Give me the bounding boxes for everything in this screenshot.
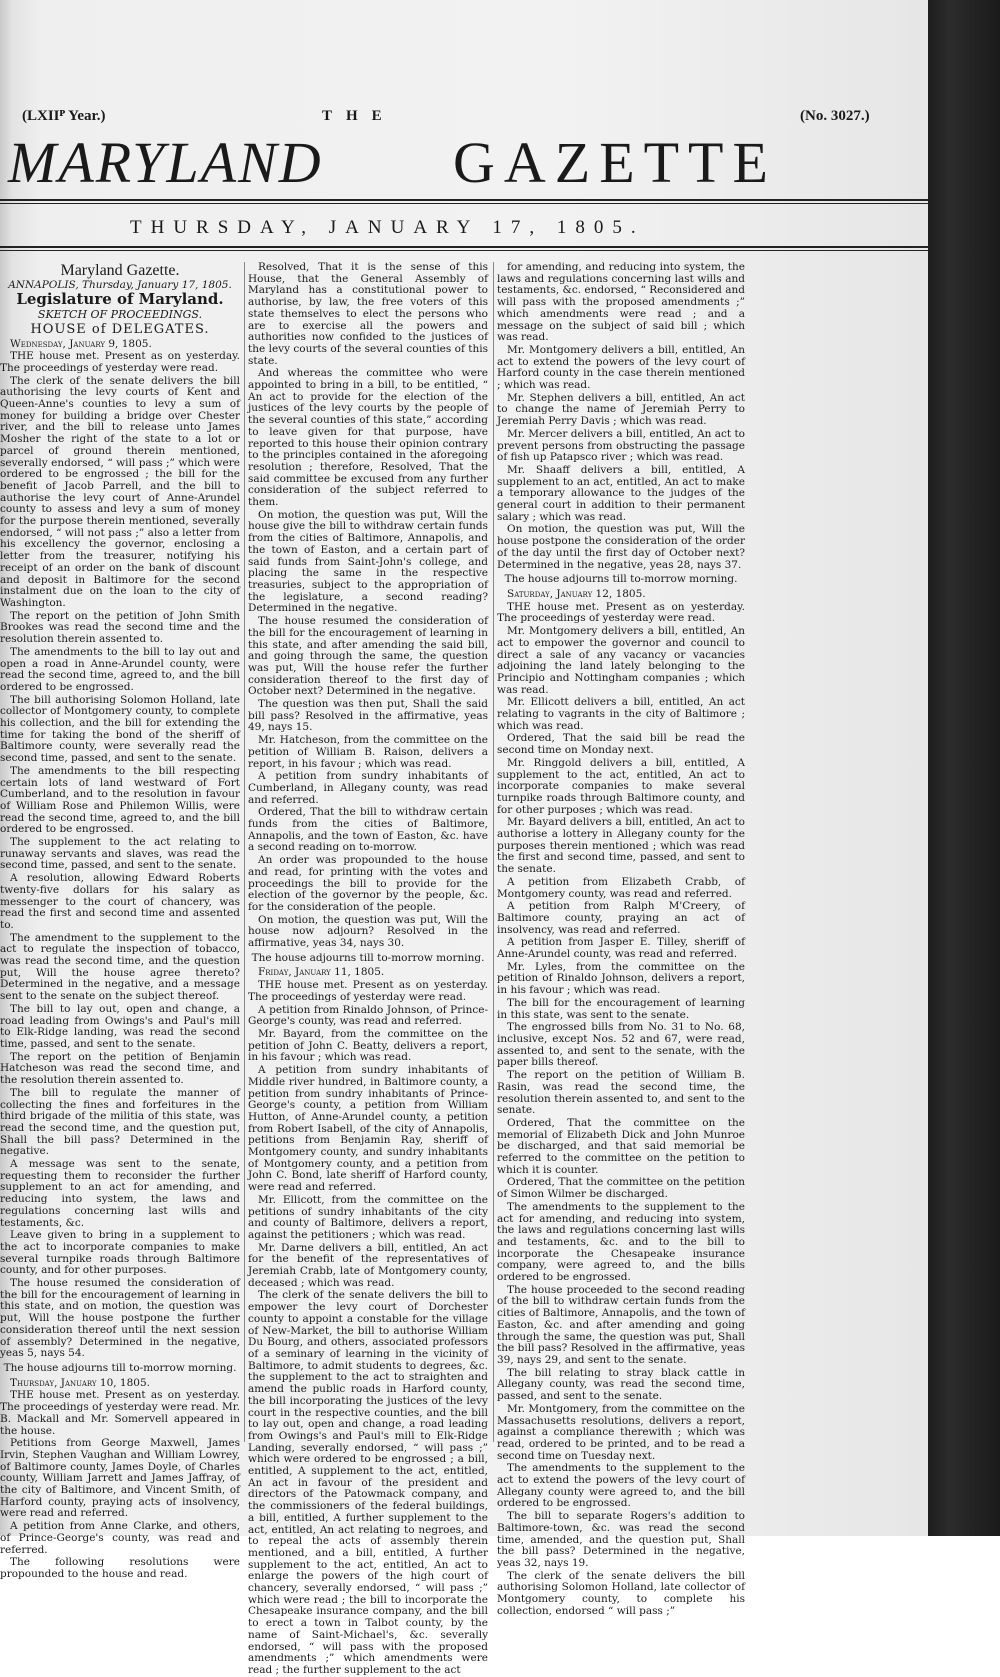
adjourn-line: The house adjourns till to-morrow morning. <box>251 951 485 964</box>
dateline: THURSDAY, JANUARY 17, 1805. <box>130 217 645 238</box>
masthead-title-right: GAZETTE <box>453 130 777 195</box>
paragraph: The report on the petition of Benjamin Hatcheson was read the second time, and the resolution therein assented to. <box>0 1050 240 1087</box>
paragraph: Ordered, That the committee on the memorial of Elizabeth Dick and John Munroe be discharged, and that said memorial be referred to the committee on the petition to which it is counter. <box>497 1116 745 1176</box>
paragraph: The bill for the encouragement of learning in this state, was sent to the senate. <box>497 996 745 1021</box>
paragraph: A petition from Anne Clarke, and others, of Prince-George's county, was read and referred. <box>0 1520 240 1556</box>
paragraph: A resolution, allowing Edward Roberts twenty-five dollars for his salary as messenger to the court of chancery, was read the first and second time and assented to. <box>0 872 240 931</box>
paragraph: The bill to regulate the manner of collecting the fines and forfeitures in the third brigade of the militia of this state, was read the second time, and the question put, Shall the bill pass? Determined in the negative. <box>0 1086 240 1158</box>
paragraph: THE house met. Present as on yesterday. The proceedings of yesterday were read. <box>248 979 488 1003</box>
paper-name: Maryland Gazette. <box>60 262 180 279</box>
day-heading: Thursday, January 10, 1805. <box>10 1376 150 1389</box>
paragraph: On motion, the question was put, Will the house give the bill to withdraw certain funds from the cities of Baltimore, Annapolis, and the town of Easton, and a certain part of said funds from Saint-John's college, and placing the same in the respective treasuries, subject to the appropriation of the legislature, a second reading? Determined in the negative. <box>248 508 488 615</box>
paragraph: Mr. Shaaff delivers a bill, entitled, A supplement to an act, entitled, An act to make a temporary allowance to the judges of the general court in addition to their permanent salary ; which was read. <box>497 463 745 523</box>
paragraph: THE house met. Present as on yesterday. The proceedings of yesterday were read. <box>0 350 240 374</box>
issue-number: (No. 3027.) <box>800 108 870 124</box>
paragraph: The clerk of the senate delivers the bill authorising the levy courts of Kent and Queen-Anne's counties to levy a sum of money for building a bridge over Chester river, and the bill to release unto James Mosher the right of the state to a lot or parcel of ground therein mentioned, severally endorsed, “ will pass ;” which were ordered to be engrossed ; the bill for the benefit of Jacob Parrell, and the bill to authorise the levy court of Anne-Arundel county to assess and levy a sum of money for the purpose therein mentioned, severally endorsed, “ will not pass ;” also a letter from his excellency the governor, enclosing a letter from the treasurer, notifying his receipt of an order on the bank of discount and deposit in Baltimore for the second instalment due on the loan to the city of Washington. <box>0 374 240 609</box>
year-label: (LXIIᴾ Year.) <box>22 108 106 124</box>
paragraph: Mr. Mercer delivers a bill, entitled, An act to prevent persons from obstructing the passage of fish up Patapsco river ; which was read. <box>497 427 746 464</box>
paragraph: The house proceeded to the second reading of the bill to withdraw certain funds from the cities of Baltimore, Annapolis, and the town of Easton, &c. and after amending and going through the same, the question was put, Shall the bill pass? Resolved in the affirmative, yeas 39, nays 29, and sent to the senate. <box>497 1283 745 1366</box>
paragraph: Resolved, That it is the sense of this House, that the General Assembly of Maryland has a constitutional power to authorise, by law, the free voters of this state themselves to elect the persons who are to exercise all the powers and authorities now confided to the justices of the levy courts of the several counties of this state. <box>248 261 488 367</box>
adjourn-line: The house adjourns till to-morrow morning. <box>3 1361 237 1374</box>
paragraph: Ordered, That the said bill be read the second time on Monday next. <box>497 732 745 757</box>
paragraph: Mr. Ellicott, from the committee on the petitions of sundry inhabitants of the city and county of Baltimore, delivers a report, against the petitioners ; which was read. <box>248 1193 488 1241</box>
column-3 <box>497 261 746 1617</box>
column-1 <box>0 262 240 1580</box>
day-heading: Wednesday, January 9, 1805. <box>10 337 152 350</box>
paragraph: Ordered, That the bill to withdraw certain funds from the cities of Baltimore, Annapolis, and the town of Easton, &c. have a second reading on to-morrow. <box>248 806 488 854</box>
the-label: THE <box>322 108 396 124</box>
paragraph: The bill to lay out, open and change, a road leading from Owings's and Paul's mill to Elk-Ridge landing, was read the second time, passed, and sent to the senate. <box>0 1002 240 1050</box>
masthead <box>8 132 928 194</box>
paragraph: Petitions from George Maxwell, James Irvin, Stephen Vaughan and William Lowrey, of Baltimore county, James Doyle, of Charles county, William Jarrett and James Jaffray, of the city of Baltimore, and Vincent Smith, of Harford county, praying acts of insolvency, were read and referred. <box>0 1437 240 1520</box>
paragraph: A petition from Rinaldo Johnson, of Prince-George's county, was read and referred. <box>248 1003 488 1028</box>
paragraph: On motion, the question was put, Will the house now adjourn? Resolved in the affirmative, yeas 34, nays 30. <box>248 913 488 950</box>
column-2 <box>248 261 488 1676</box>
paragraph: The amendment to the supplement to the act to regulate the inspection of tobacco, was read the second time, and the question put, Will the house agree thereto? Determined in the negative, and a message sent to the senate on the subject thereof. <box>0 931 240 1003</box>
paragraph: Mr. Lyles, from the committee on the petition of Rinaldo Johnson, delivers a report, in his favour ; which was read. <box>497 960 745 997</box>
book-spine <box>928 0 1000 1536</box>
paragraph: The amendments to the supplement to the act to extend the powers of the levy court of Allegany county were agreed to, and the bill ordered to be engrossed. <box>497 1462 745 1510</box>
dateline-rule <box>0 246 928 248</box>
paragraph: Mr. Ringgold delivers a bill, entitled, A supplement to the act, entitled, An act to incorporate companies to make several turnpike roads through Baltimore county, and for other purposes ; which was read. <box>497 756 745 816</box>
paragraph: Mr. Hatcheson, from the committee on the petition of William B. Raison, delivers a report, in his favour ; which was read. <box>248 734 488 770</box>
masthead-title-left: MARYLAND <box>8 130 323 195</box>
paragraph: The amendments to the bill respecting certain lots of land westward of Fort Cumberland, and to the resolution in favour of William Rose and Philemon Willis, were read the second time, agreed to, and the bill ordered to be engrossed. <box>0 764 240 836</box>
masthead-rule <box>0 199 928 201</box>
dateline-rule-thin <box>0 250 928 251</box>
paragraph: The bill to separate Rogers's addition to Baltimore-town, &c. was read the second time, amended, and the question put, Shall the bill pass? Determined in the negative, yeas 32, nays 19. <box>497 1510 745 1569</box>
paragraph: An order was propounded to the house and read, for printing with the votes and proceedings the bill to provide for the election of the governor by the people, &c. for the consideration of the people. <box>248 854 488 913</box>
column-divider <box>244 262 245 1442</box>
day-heading: Saturday, January 12, 1805. <box>507 587 646 600</box>
adjourn-line: The house adjourns till to-morrow morning. <box>504 573 738 586</box>
paragraph: Mr. Bayard delivers a bill, entitled, An act to authorise a lottery in Allegany county for the purposes therein mentioned ; which was read the first and second time, passed, and sent to the senate. <box>497 816 745 876</box>
paragraph: Mr. Ellicott delivers a bill, entitled, An act relating to vagrants in the city of Baltimore ; which was read. <box>497 696 745 732</box>
paragraph: A petition from sundry inhabitants of Cumberland, in Allegany county, was read and referred. <box>248 770 488 806</box>
paragraph: Mr. Montgomery delivers a bill, entitled, An act to extend the powers of the levy court of Harford county in the case therein mentioned ; which was read. <box>497 343 745 392</box>
paragraph: The engrossed bills from No. 31 to No. 68, inclusive, except Nos. 52 and 67, were read, assented to, and sent to the senate, with the paper bills thereof. <box>497 1021 745 1069</box>
paragraph: The amendments to the supplement to the act for amending, and reducing into system, the laws and regulations concerning last wills and testaments, &c. and to the bill to incorporate the Chesapeake insurance company, were agreed to, and the bills ordered to be engrossed. <box>497 1200 745 1284</box>
place-date: ANNAPOLIS, Thursday, January 17, 1805. <box>8 278 232 291</box>
paragraph: The bill authorising Solomon Holland, late collector of Montgomery county, to complete his collection, and the bill for extending the time for taking the bond of the sheriff of Baltimore county, were severally read the second time, passed, and sent to the senate. <box>0 693 240 765</box>
paragraph: A message was sent to the senate, requesting them to reconsider the further supplement to an act for amending, and reducing into system, the laws and regulations concerning last wills and testaments, &c. <box>0 1158 240 1229</box>
paragraph: A petition from Jasper E. Tilley, sheriff of Anne-Arundel county, was read and referred. <box>497 936 745 961</box>
paragraph: The question was then put, Shall the said bill pass? Resolved in the affirmative, yeas 49, nays 15. <box>248 698 488 734</box>
paragraph: And whereas the committee who were appointed to bring in a bill, to be entitled, “ An act to provide for the election of the justices of the levy courts by the people of the several counties of this state,” according to leave given for that purpose, have reported to this house their opinion contrary to the principles contained in the aforegoing resolution ; therefore, Resolved, That the said committee be excused from any further consideration of the subject referred to them. <box>248 367 488 509</box>
paragraph: The supplement to the act relating to runaway servants and slaves, was read the second time, passed, and sent to the senate. <box>0 836 240 872</box>
paragraph: THE house met. Present as on yesterday. The proceedings of yesterday were read. <box>497 600 745 625</box>
day-heading: Friday, January 11, 1805. <box>258 966 385 979</box>
paragraph: The clerk of the senate delivers the bill to empower the levy court of Dorchester county to appoint a constable for the village of New-Market, the bill to authorise William Du Bourg, and others, associated professors of a seminary of learning in the vicinity of Baltimore, to admit students to degrees, &c. the supplement to the act to straighten and amend the public roads in Harford county, the bill incorporating the justices of the levy court in the respective counties, and the bill to lay out, open and change, a road leading from Owings's and Paul's mill to Elk-Ridge Landing, severally endorsed, “ will pass ;” which were ordered to be engrossed ; a bill, entitled, A supplement to the act, entitled, An act in favour of the president and directors of the Patowmack company, and the commissioners of the federal buildings, a bill, entitled, A further supplement to the act, entitled, An act relating to negroes, and to repeal the acts of assembly therein mentioned, and a bill, entitled, A further supplement to the act, entitled, An act to enlarge the powers of the high court of chancery, severally endorsed, “ will pass ;” which were read ; the bill to incorporate the Chesapeake insurance company, and the bill to erect a town in Talbot county, by the name of Saint-Michael's, &c. severally endorsed, “ will pass with the proposed amendments ;” which amendments were read ; the further supplement to the act <box>248 1289 488 1676</box>
paragraph: Leave given to bring in a supplement to the act to incorporate companies to make several turnpike roads through Baltimore county, and for other purposes. <box>0 1229 240 1277</box>
paragraph: Mr. Darne delivers a bill, entitled, An act for the benefit of the representatives of Jeremiah Crabb, late of Montgomery county, deceased ; which was read. <box>248 1241 488 1289</box>
paragraph: A petition from Ralph M'Creery, of Baltimore county, praying an act of insolvency, was read and referred. <box>497 900 745 936</box>
paragraph: A petition from sundry inhabitants of Middle river hundred, in Baltimore county, a petition from sundry inhabitants of Prince-George's county, a petition from William Hutton, of Anne-Arundel county, a petition from Robert Isabell, of the city of Annapolis, petitions from Benjamin Ray, sheriff of Montgomery county, and sundry inhabitants of Montgomery county, and a petition from John C. Bond, late sheriff of Harford county, were read and referred. <box>248 1064 488 1194</box>
paragraph: The following resolutions were propounded to the house and read. <box>0 1556 240 1580</box>
paragraph: Ordered, That the committee on the petition of Simon Wilmer be discharged. <box>497 1176 745 1201</box>
paragraph: Mr. Stephen delivers a bill, entitled, An act to change the name of Jeremiah Perry to Jeremiah Perry Davis ; which was read. <box>497 391 745 428</box>
paragraph: On motion, the question was put, Will the house postpone the consideration of the order of the day until the first day of October next? Determined in the negative, yeas 28, nays 37. <box>497 523 745 571</box>
paragraph: A petition from Elizabeth Crabb, of Montgomery county, was read and referred. <box>497 875 745 900</box>
paragraph: The clerk of the senate delivers the bill authorising Solomon Holland, late collector of Montgomery county, to complete his collection, endorsed “ will pass ;” <box>497 1569 745 1617</box>
paragraph: for amending, and reducing into system, the laws and regulations concerning last wills and testaments, &c. endorsed, “ Reconsidered and will pass with the proposed amendments ;” which amendments were read ; and a message on the subject of said bill ; which was read. <box>497 261 745 344</box>
masthead-rule-thin <box>0 203 928 204</box>
paragraph: The amendments to the bill to lay out and open a road in Anne-Arundel county, were read the second time, agreed to, and the bill ordered to be engrossed. <box>0 645 240 693</box>
house-heading: HOUSE of DELEGATES. <box>30 321 210 337</box>
paragraph: The house resumed the consideration of the bill for the encouragement of learning in this state, and after amending the said bill, and going through the same, the question was put, Will the house refer the further consideration thereof to the first day of October next? Determined in the negative. <box>248 615 488 698</box>
section-subtitle: SKETCH OF PROCEEDINGS. <box>37 308 203 322</box>
paragraph: Mr. Bayard, from the committee on the petition of John C. Beatty, delivers a report, in his favour ; which was read. <box>248 1028 488 1064</box>
paragraph: Mr. Montgomery, from the committee on the Massachusetts resolutions, delivers a report, against a compliance therewith ; which was read, ordered to be printed, and to be read a second time on Tuesday next. <box>497 1402 745 1462</box>
paragraph: The bill relating to stray black cattle in Allegany county, was read the second time, passed, and sent to the senate. <box>497 1366 745 1403</box>
paragraph: The report on the petition of John Smith Brookes was read the second time and the resolution therein assented to. <box>0 609 240 646</box>
paragraph: The house resumed the consideration of the bill for the encouragement of learning in this state, and on motion, the question was put, Will the house postpone the further consideration thereof until the next session of assembly? Determined in the negative, yeas 5, nays 54. <box>0 1277 240 1360</box>
paragraph: Mr. Montgomery delivers a bill, entitled, An act to empower the governor and council to direct a sale of any vacancy or vacancies adjoining the land lately belonging to the Principio and Nottingham companies ; which was read. <box>497 625 745 696</box>
column-divider <box>493 262 494 1442</box>
paragraph: The report on the petition of William B. Rasin, was read the second time, the resolution therein assented to, and sent to the senate. <box>497 1069 745 1117</box>
section-title: Legislature of Maryland. <box>16 290 224 309</box>
paragraph: THE house met. Present as on yesterday. The proceedings of yesterday were read. Mr. B. Mackall and Mr. Somervell appeared in the house. <box>0 1389 240 1437</box>
